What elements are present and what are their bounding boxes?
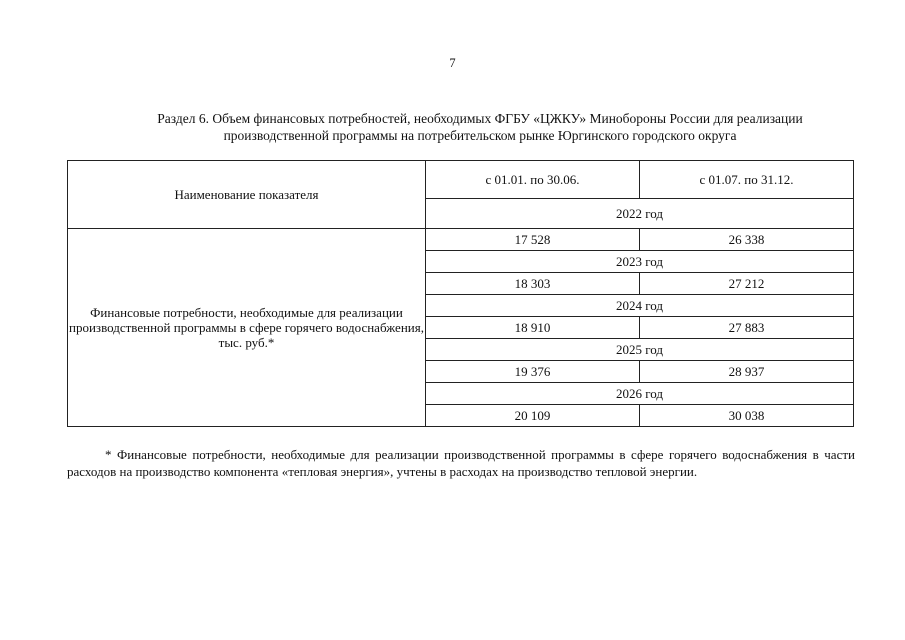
year-header-2024: 2024 год	[426, 295, 854, 317]
value-2025-period-2: 28 937	[640, 361, 854, 383]
value-2024-period-2: 27 883	[640, 317, 854, 339]
financial-needs-table	[67, 160, 854, 427]
header-period-2: с 01.07. по 31.12.	[640, 161, 854, 199]
header-period-1: с 01.01. по 30.06.	[426, 161, 640, 199]
footnote: * Финансовые потребности, необходимые для реализации производственной программы в сфере горячего водоснабжения в части расходов на производство компонента «тепловая энергия», учтены в расходах на производство тепловой энергии.	[67, 447, 855, 479]
value-2026-period-2: 30 038	[640, 405, 854, 427]
value-2023-period-1: 18 303	[426, 273, 640, 295]
section-title-line-2: производственной программы на потребительском рынке Юргинского городского округа	[223, 128, 737, 143]
year-header-2022: 2022 год	[426, 199, 854, 229]
value-2024-period-1: 18 910	[426, 317, 640, 339]
section-title	[80, 110, 880, 144]
section-title-line-1: Раздел 6. Объем финансовых потребностей, необходимых ФГБУ «ЦЖКУ» Минобороны России для реализации	[157, 111, 803, 126]
page-number: 7	[449, 56, 456, 70]
value-2025-period-1: 19 376	[426, 361, 640, 383]
year-header-2023: 2023 год	[426, 251, 854, 273]
year-header-2025: 2025 год	[426, 339, 854, 361]
year-header-2026: 2026 год	[426, 383, 854, 405]
value-2026-period-1: 20 109	[426, 405, 640, 427]
value-2022-period-1: 17 528	[426, 229, 640, 251]
value-2022-period-2: 26 338	[640, 229, 854, 251]
indicator-name-cell: Финансовые потребности, необходимые для реализации производственной программы в сфере горячего водоснабжения, тыс. руб.*	[68, 229, 426, 427]
value-2023-period-2: 27 212	[640, 273, 854, 295]
header-indicator-name: Наименование показателя	[68, 161, 426, 229]
